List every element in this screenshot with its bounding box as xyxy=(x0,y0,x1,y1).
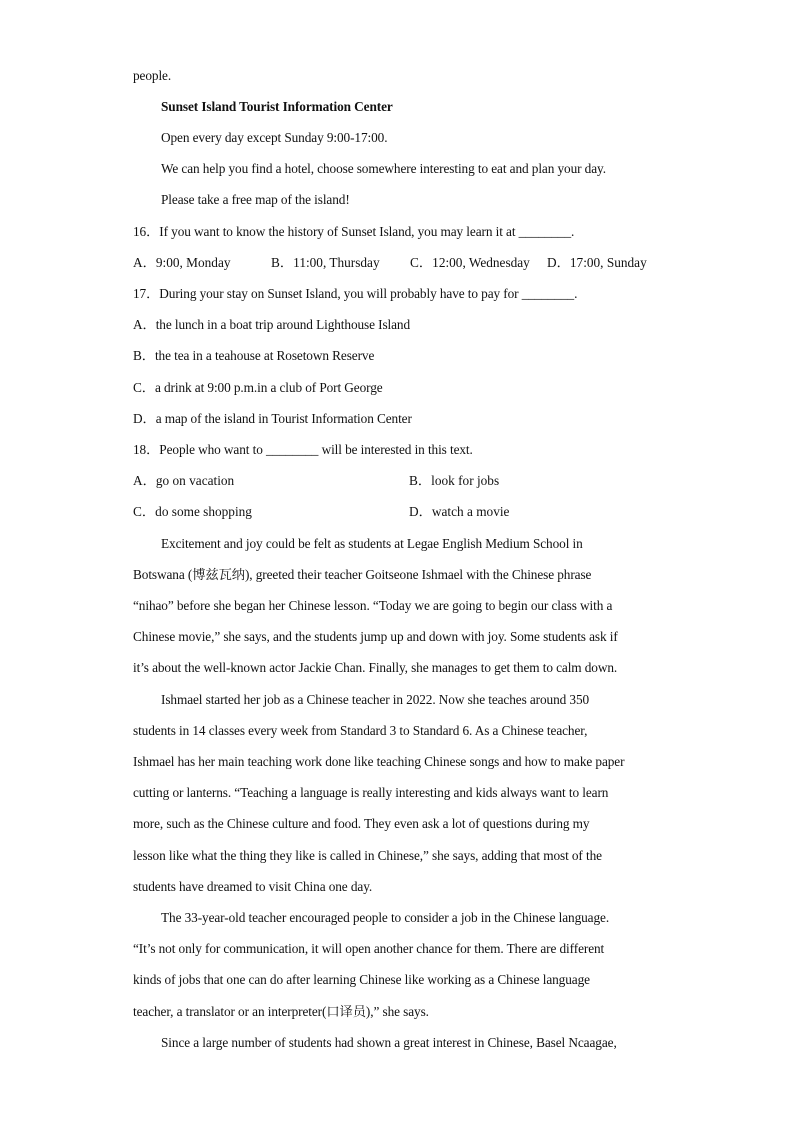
article-line: Botswana (博兹瓦纳), greeted their teacher Goitseone Ishmael with the Chinese phrase xyxy=(133,567,592,582)
question-16-option-a: A．9:00, Monday xyxy=(133,255,231,270)
question-16-option-b: B．11:00, Thursday xyxy=(271,255,380,270)
notice-line: We can help you find a hotel, choose somewhere interesting to eat and plan your day. xyxy=(161,161,606,176)
article-line: “nihao” before she began her Chinese lesson. “Today we are going to begin our class with a xyxy=(133,598,613,613)
question-16-option-d: D．17:00, Sunday xyxy=(547,255,647,270)
article-line: it’s about the well-known actor Jackie Chan. Finally, she manages to get them to calm down. xyxy=(133,660,618,675)
question-16-stem: 16．If you want to know the history of Sunset Island, you may learn it at ________. xyxy=(133,224,575,239)
article-line: more, such as the Chinese culture and food. They even ask a lot of questions during my xyxy=(133,816,590,831)
article-line: teacher, a translator or an interpreter(口译员),” she says. xyxy=(133,1004,429,1019)
question-17-stem: 17．During your stay on Sunset Island, you will probably have to pay for ________. xyxy=(133,286,578,301)
article-line: The 33-year-old teacher encouraged people to consider a job in the Chinese language. xyxy=(161,910,610,925)
question-17-option-a: A．the lunch in a boat trip around Lighthouse Island xyxy=(133,317,411,332)
question-18-option-b: B．look for jobs xyxy=(409,473,500,488)
question-16-option-c: C．12:00, Wednesday xyxy=(410,255,530,270)
notice-line: Please take a free map of the island! xyxy=(161,192,350,207)
article-line: Chinese movie,” she says, and the students jump up and down with joy. Some students ask if xyxy=(133,629,618,644)
question-18-option-a: A．go on vacation xyxy=(133,473,235,488)
question-17-option-d: D．a map of the island in Tourist Information Center xyxy=(133,411,412,426)
question-18-option-d: D．watch a movie xyxy=(409,504,510,519)
notice-title: Sunset Island Tourist Information Center xyxy=(161,99,393,114)
article-line: Since a large number of students had shown a great interest in Chinese, Basel Ncaagae, xyxy=(161,1035,617,1050)
intro-tail: people. xyxy=(133,68,172,83)
question-18-stem: 18．People who want to ________ will be interested in this text. xyxy=(133,442,473,457)
notice-line: Open every day except Sunday 9:00-17:00. xyxy=(161,130,388,145)
article-line: lesson like what the thing they like is called in Chinese,” she says, adding that most of the xyxy=(133,848,602,863)
article-line: cutting or lanterns. “Teaching a language is really interesting and kids always want to learn xyxy=(133,785,609,800)
article-line: students in 14 classes every week from Standard 3 to Standard 6. As a Chinese teacher, xyxy=(133,723,588,738)
question-17-option-c: C．a drink at 9:00 p.m.in a club of Port George xyxy=(133,380,383,395)
article-line: Ishmael has her main teaching work done like teaching Chinese songs and how to make paper xyxy=(133,754,625,769)
article-line: kinds of jobs that one can do after learning Chinese like working as a Chinese language xyxy=(133,972,590,987)
question-17-option-b: B．the tea in a teahouse at Rosetown Reserve xyxy=(133,348,375,363)
article-line: “It’s not only for communication, it will open another chance for them. There are different xyxy=(133,941,605,956)
article-line: Ishmael started her job as a Chinese teacher in 2022. Now she teaches around 350 xyxy=(161,692,590,707)
article-line: Excitement and joy could be felt as students at Legae English Medium School in xyxy=(161,536,583,551)
article-line: students have dreamed to visit China one day. xyxy=(133,879,373,894)
question-18-option-c: C．do some shopping xyxy=(133,504,252,519)
